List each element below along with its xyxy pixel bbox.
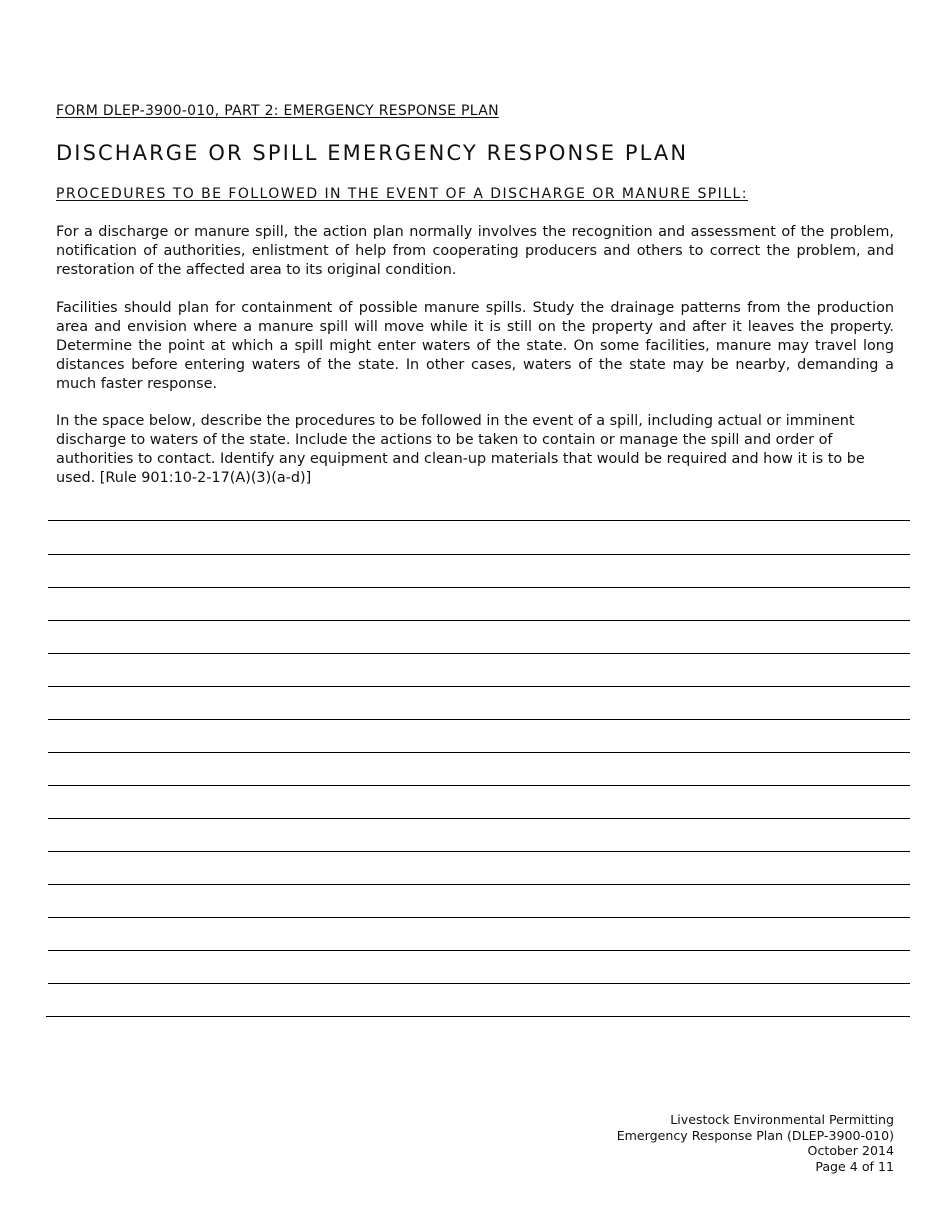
response-line[interactable]: [48, 620, 910, 653]
intro-paragraph: For a discharge or manure spill, the action plan normally involves the recognition and assessment of the problem, notification of authorities, enlistment of help from cooperating producers and others to correct the problem, and restoration of the affected area to its original condition.: [56, 224, 894, 278]
response-line[interactable]: [48, 950, 910, 983]
response-line[interactable]: [48, 917, 910, 950]
response-line[interactable]: [48, 752, 910, 785]
instructions-paragraph: In the space below, describe the procedures to be followed in the event of a spill, including actual or imminent discharge to waters of the state. Include the actions to be taken to contain or manage the spill and order of authorities to contact. Identify any equipment and clean-up materials that would be required and how it is to be used. [Rule 901:10-2-17(A)(3)(a-d)]: [56, 413, 865, 486]
page-footer: [617, 1112, 894, 1174]
response-line[interactable]: [48, 983, 910, 1016]
response-line[interactable]: [48, 653, 910, 686]
response-line[interactable]: [48, 785, 910, 818]
response-line[interactable]: [48, 554, 910, 587]
page-title: DISCHARGE OR SPILL EMERGENCY RESPONSE PLAN: [56, 141, 689, 165]
response-line[interactable]: [48, 719, 910, 752]
footer-page-number: Page 4 of 11: [815, 1158, 894, 1174]
response-line[interactable]: [46, 1016, 910, 1017]
response-line[interactable]: [48, 818, 910, 851]
section-heading: PROCEDURES TO BE FOLLOWED IN THE EVENT OF A DISCHARGE OR MANURE SPILL:: [56, 186, 748, 202]
response-line[interactable]: [48, 686, 910, 719]
response-line[interactable]: [48, 851, 910, 884]
response-line[interactable]: [48, 884, 910, 917]
footer-document: Emergency Response Plan (DLEP-3900-010): [616, 1127, 894, 1143]
footer-program: Livestock Environmental Permitting: [670, 1112, 894, 1127]
response-writing-area[interactable]: [48, 520, 910, 1017]
response-line[interactable]: [48, 520, 910, 554]
footer-date: October 2014: [807, 1143, 894, 1158]
response-line[interactable]: [48, 587, 910, 620]
form-id: FORM DLEP-3900-010, PART 2: EMERGENCY RESPONSE PLAN: [56, 103, 499, 119]
containment-paragraph: Facilities should plan for containment of possible manure spills. Study the drainage patterns from the production area and envision where a manure spill will move while it is still on the property and after it leaves the property. Determine the point at which a spill might enter waters of the state. On some facilities, manure may travel long distances before entering waters of the state. In other cases, waters of the state may be nearby, demanding a much faster response.: [56, 300, 894, 392]
